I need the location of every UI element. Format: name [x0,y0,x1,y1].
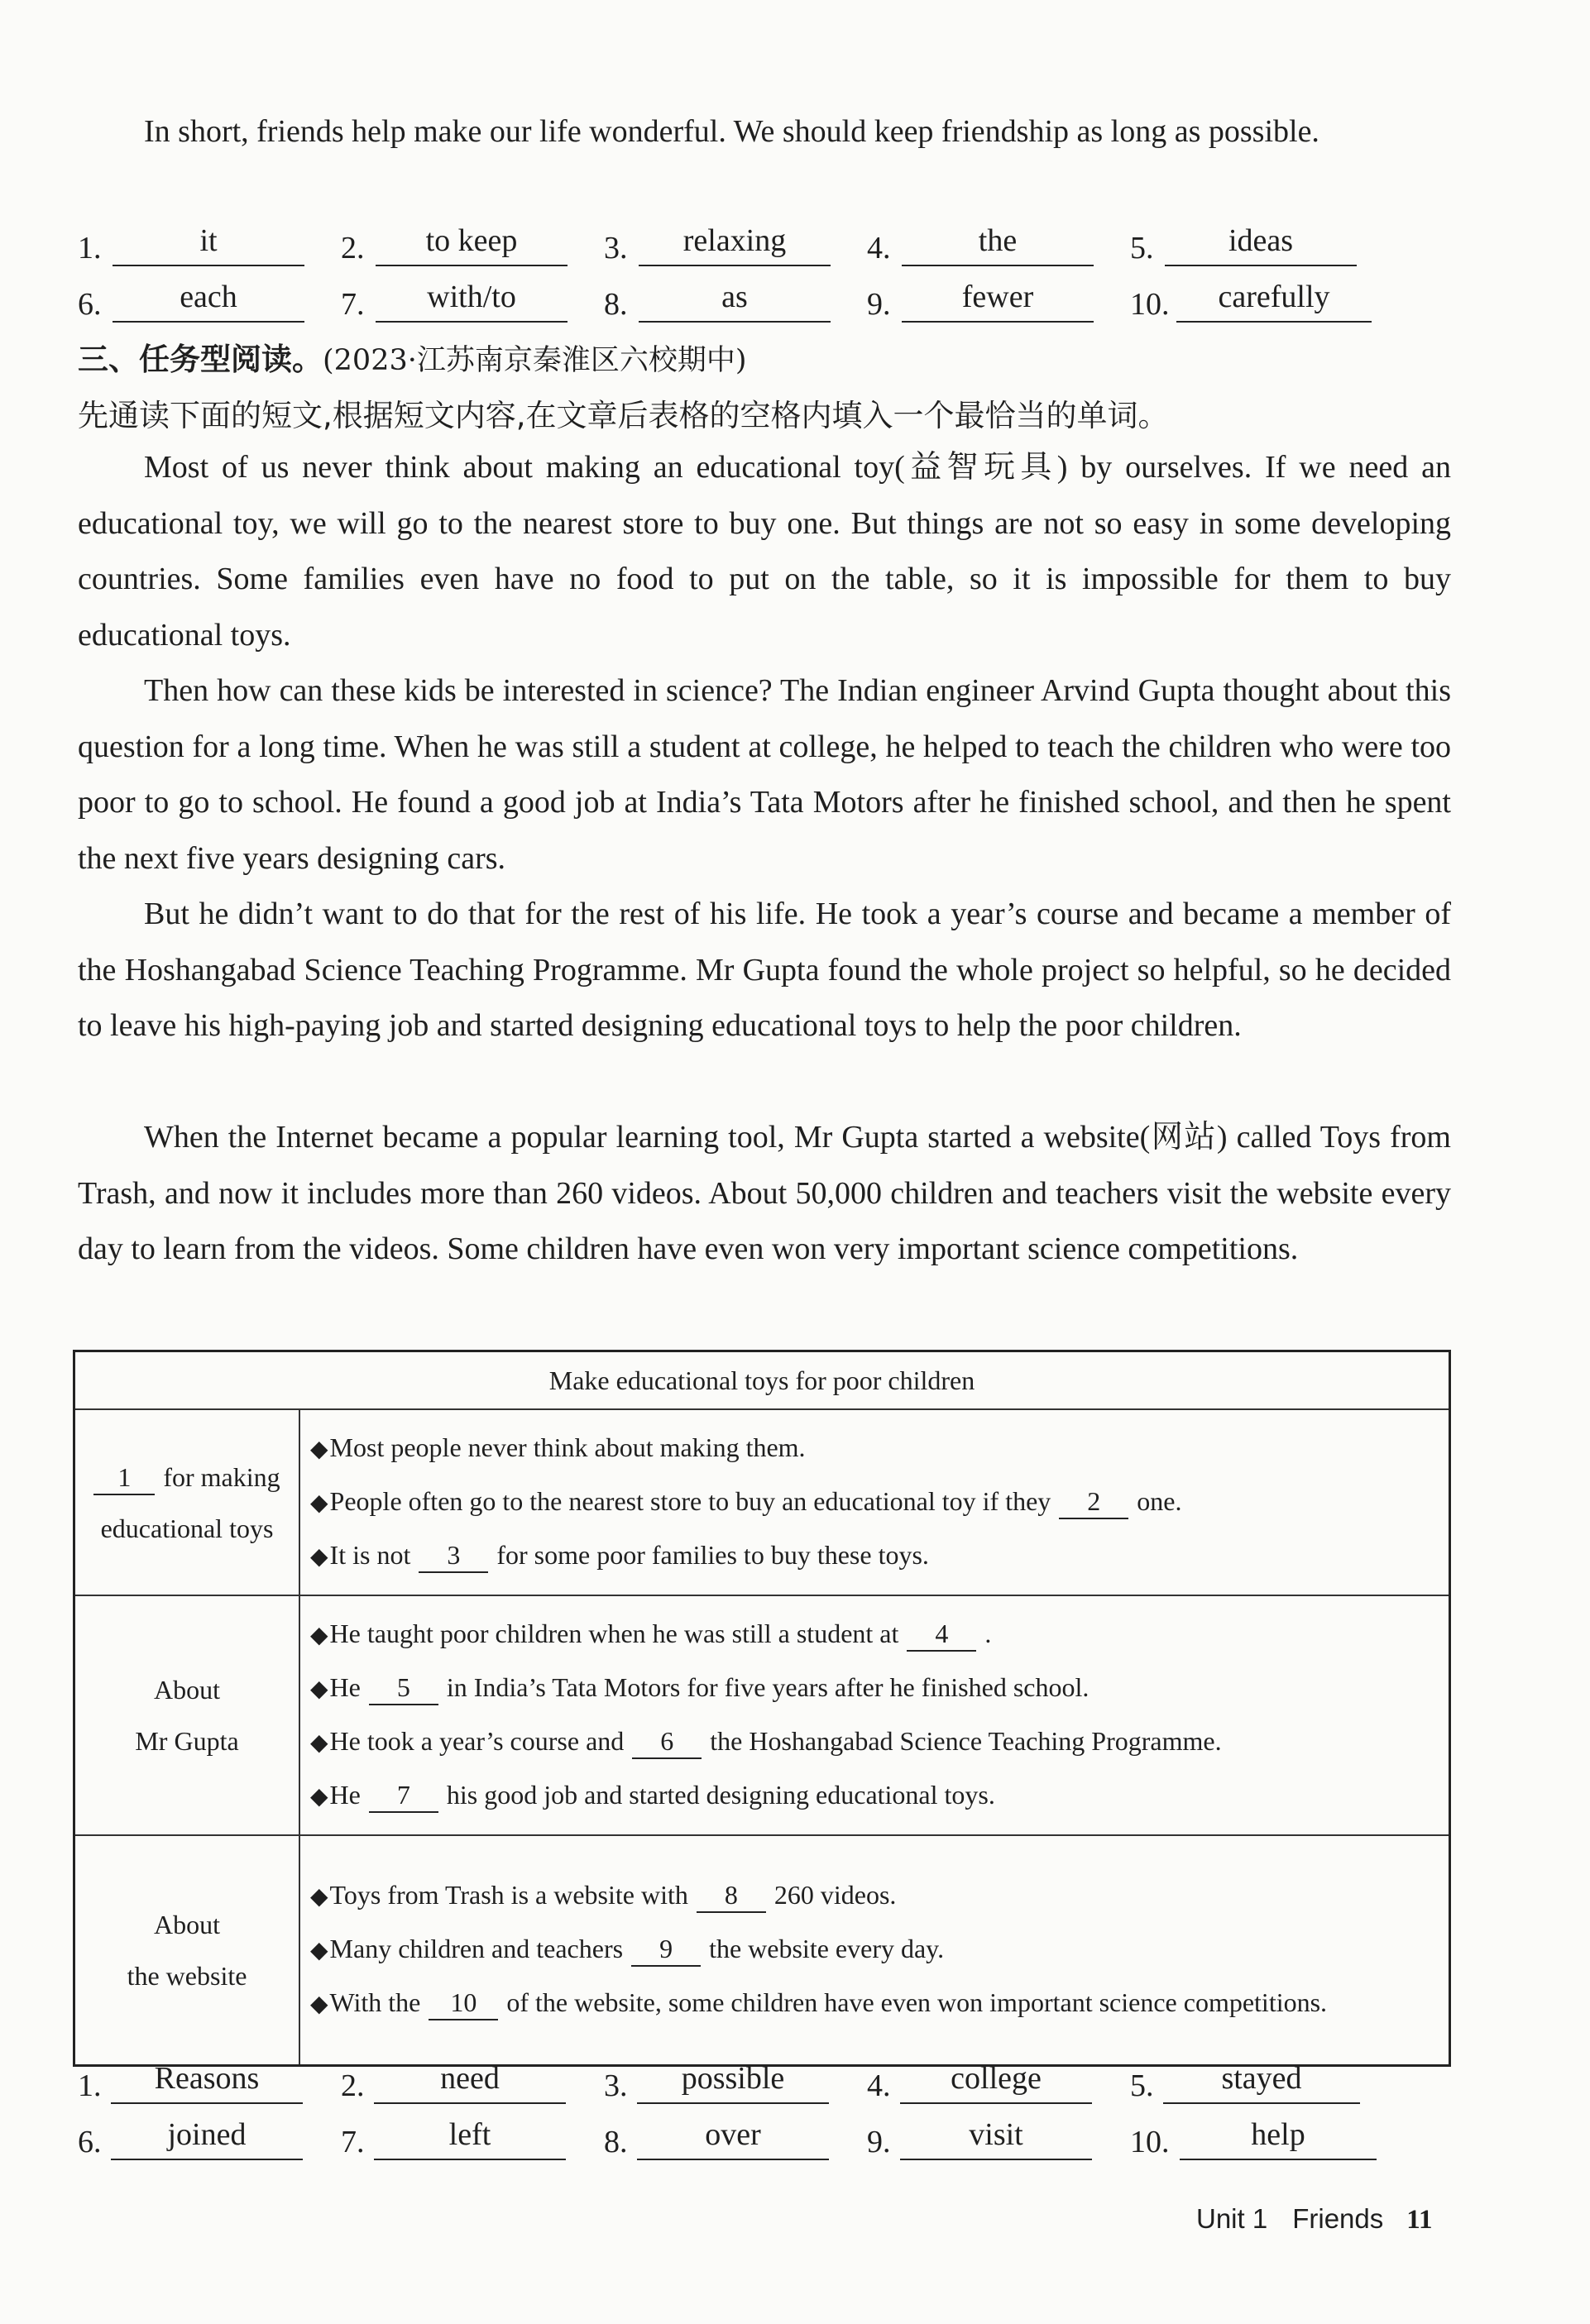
row-label [74,1595,300,1835]
table-line [310,1715,1442,1769]
section-title [78,334,747,379]
table-blank: 2 [1059,1485,1128,1519]
line-text: With the [329,1987,421,2018]
table-blank: 10 [429,1986,498,2020]
row-content [299,1835,1450,2065]
answer-number: 8. [604,2125,628,2159]
answer-blank: help [1180,2112,1377,2160]
line-text: 260 videos. [773,1880,897,1910]
table-header-row [74,1351,1450,1410]
page-number: 11 [1406,2205,1433,2235]
unit-title: Friends [1292,2203,1384,2234]
answer-blank: need [374,2056,566,2104]
line-text: Most people never think about making them. [329,1432,806,1462]
row-label-text: educational toys [100,1513,274,1543]
line-text: his good job and started designing educational toys. [446,1780,995,1810]
answer-number: 10. [1130,287,1170,322]
answer-number: 5. [1130,2068,1154,2103]
answer-row-1a [78,217,1484,268]
table-row [74,1835,1450,2065]
table-row [74,1409,1450,1595]
line-text: Toys from Trash is a website with [329,1880,688,1910]
answer-blank: joined [111,2112,303,2160]
answer-blank: each [113,275,304,323]
diamond-bullet-icon: ◆ [310,1437,328,1462]
line-text: the website every day. [709,1934,945,1964]
table-blank: 3 [419,1538,488,1573]
table-line [310,1662,1442,1715]
line-text: in India’s Tata Motors for five years after he finished school. [446,1672,1090,1702]
answer-number: 8. [604,287,628,322]
diamond-bullet-icon: ◆ [310,1938,328,1964]
table-blank: 7 [369,1778,438,1813]
answer-number: 1. [78,231,102,265]
answer-blank: with/to [376,275,568,323]
section-instruction: 先通读下面的短文,根据短文内容,在文章后表格的空格内填入一个最恰当的单词。 [78,398,1169,433]
table-line [310,1608,1442,1662]
diamond-bullet-icon: ◆ [310,1676,328,1702]
passage-paragraph: When the Internet became a popular learning tool, Mr Gupta started a website(网站) called Toys from Trash, and now it includes more than 260 videos. About 50,000 children and teachers visit the website every day to learn from the videos. Some children have even won very important science competitions. [78,1120,1451,1267]
table-row [74,1595,1450,1835]
answer-row-2b [78,2111,1484,2162]
answer-blank: ideas [1165,218,1357,266]
answer-blank: it [113,218,304,266]
page-footer [1196,2203,1432,2236]
answer-blank: possible [637,2056,829,2104]
task-table [73,1350,1451,2067]
answer-blank: relaxing [639,218,831,266]
answer-number: 1. [78,2068,102,2103]
table-line [310,1923,1442,1977]
table-line [310,1977,1442,2030]
answer-blank: carefully [1176,275,1372,323]
answer-number: 7. [341,287,365,322]
line-text: Many children and teachers [329,1934,624,1964]
answer-number: 6. [78,287,102,322]
table-blank: 1 [93,1461,155,1495]
table-line [310,1475,1442,1529]
line-text: It is not [329,1540,411,1570]
line-text: He [329,1780,361,1810]
answer-number: 9. [867,287,891,322]
answer-row-1b [78,273,1484,324]
answer-number: 10. [1130,2125,1170,2159]
answer-blank: left [374,2112,566,2160]
line-text: He took a year’s course and [329,1726,625,1756]
answer-number: 5. [1130,231,1154,265]
table-line [310,1529,1442,1583]
row-label-text: the website [127,1960,247,1991]
answer-number: 2. [341,2068,365,2103]
answer-blank: stayed [1163,2056,1360,2104]
answer-blank: college [900,2056,1092,2104]
diamond-bullet-icon: ◆ [310,1730,328,1756]
answer-number: 9. [867,2125,891,2159]
answer-number: 2. [341,231,365,265]
line-text: People often go to the nearest store to buy an educational toy if they [329,1486,1051,1516]
row-content [299,1409,1450,1595]
unit-label: Unit 1 [1196,2203,1268,2234]
diamond-bullet-icon: ◆ [310,1784,328,1810]
intro-paragraph: In short, friends help make our life wonderful. We should keep friendship as long as possible. [144,114,1319,149]
line-text: for some poor families to buy these toys. [496,1540,929,1570]
diamond-bullet-icon: ◆ [310,1490,328,1516]
answer-number: 3. [604,2068,628,2103]
answer-number: 4. [867,2068,891,2103]
table-blank: 9 [631,1932,701,1967]
table-blank: 4 [907,1617,976,1652]
diamond-bullet-icon: ◆ [310,1544,328,1570]
row-content [299,1595,1450,1835]
answer-blank: the [902,218,1094,266]
answer-blank: over [637,2112,829,2160]
passage-paragraph: But he didn’t want to do that for the rest of his life. He took a year’s course and became a member of the Hoshangabad Science Teaching Programme. Mr Gupta found the whole project so helpful, so he decided to leave his high-paying job and started designing educational toys to help the poor children. [78,897,1451,1044]
line-text: . [984,1619,992,1648]
section-heading: 三、任务型阅读。 [78,342,323,377]
row-label-text: About [154,1909,220,1939]
table-blank: 5 [369,1671,438,1705]
row-label-text: About [154,1675,220,1705]
answer-number: 4. [867,231,891,265]
table-blank: 8 [697,1878,766,1913]
row-label-text: Mr Gupta [135,1726,239,1756]
answer-blank: fewer [902,275,1094,323]
line-text: the Hoshangabad Science Teaching Programme. [710,1726,1222,1756]
section-source: (2023·江苏南京秦淮区六校期中) [323,344,747,377]
table-line [310,1769,1442,1823]
diamond-bullet-icon: ◆ [310,1623,328,1648]
diamond-bullet-icon: ◆ [310,1992,328,2018]
line-text: of the website, some children have even won important science competitions. [506,1987,1328,2018]
row-label [74,1835,300,2065]
table-line [310,1422,1442,1475]
table-header: Make educational toys for poor children [74,1351,1450,1410]
answer-blank: visit [900,2112,1092,2160]
passage-paragraph: Most of us never think about making an educational toy(益智玩具) by ourselves. If we need an educational toy, we will go to the nearest store to buy one. But things are not so easy in some developing countries. Some families even have no food to put on the table, so it is impossible for them to buy educational toys. [78,450,1451,653]
passage-paragraph: Then how can these kids be interested in science? The Indian engineer Arvind Gupta thought about this question for a long time. When he was still a student at college, he helped to teach the children who were too poor to go to school. He found a good job at India’s Tata Motors after he finished school, and then he spent the next five years designing cars. [78,673,1451,876]
line-text: He taught poor children when he was still a student at [329,1619,899,1648]
line-text: one. [1137,1486,1182,1516]
table-blank: 6 [632,1724,702,1759]
answer-number: 6. [78,2125,102,2159]
answer-blank: to keep [376,218,568,266]
row-label-text: for making [163,1461,280,1492]
answer-blank: Reasons [111,2056,303,2104]
answer-number: 3. [604,231,628,265]
row-label [74,1409,300,1595]
answer-row-2a [78,2054,1484,2106]
table-line [310,1869,1442,1923]
diamond-bullet-icon: ◆ [310,1884,328,1910]
line-text: He [329,1672,361,1702]
answer-blank: as [639,275,831,323]
answer-number: 7. [341,2125,365,2159]
